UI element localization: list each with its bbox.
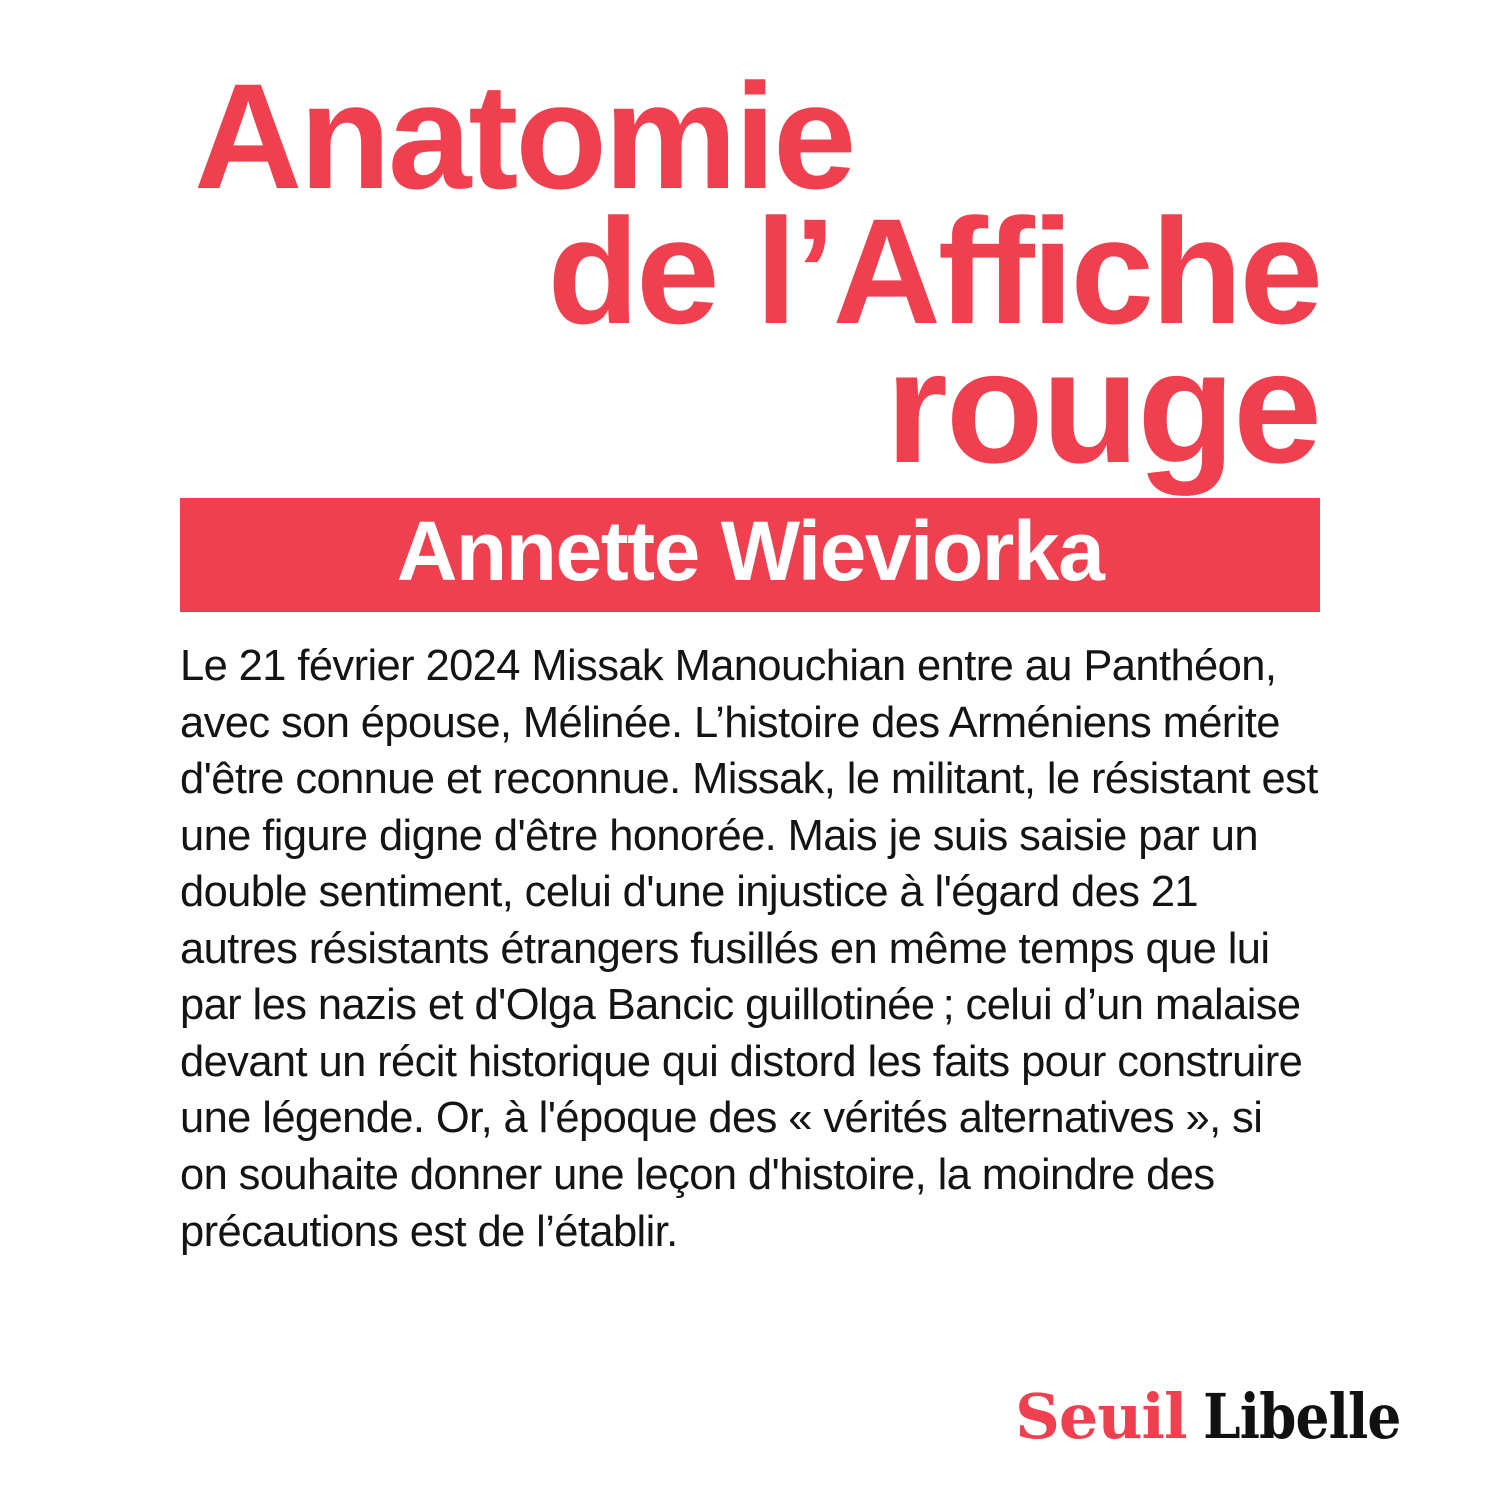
title-line-1: Anatomie xyxy=(194,52,854,220)
publisher-name-seuil: Seuil xyxy=(1015,1380,1187,1453)
title-line-2: de l’Affiche xyxy=(547,187,1320,355)
title-line-3: rouge xyxy=(885,317,1320,496)
back-cover-blurb xyxy=(180,638,1320,1260)
book-title xyxy=(180,52,1320,496)
publisher-name-libelle: Libelle xyxy=(1202,1380,1400,1453)
blurb-text: Le 21 février 2024 Missak Manouchian entre au Panthéon, avec son épouse, Mélinée. L’histoire des Arméniens mérite d'être connue et reconnue. Missak, le militant, le résistant est une figure digne d'être honorée. Mais je suis saisie par un double sentiment, celui d'une injustice à l'égard des 21 autres résistants étrangers fusillés en même temps que lui par les nazis et d'Olga Bancic guillotinée ; celui d’un malaise devant un récit historique qui distord les faits pour construire une légende. Or, à l'époque des « vérités alternatives », si on souhaite donner une leçon d'histoire, la moindre des précautions est de l’établir. xyxy=(180,642,1318,1256)
author-name: Annette Wieviorka xyxy=(180,498,1320,612)
publisher-logo xyxy=(1015,1380,1416,1453)
